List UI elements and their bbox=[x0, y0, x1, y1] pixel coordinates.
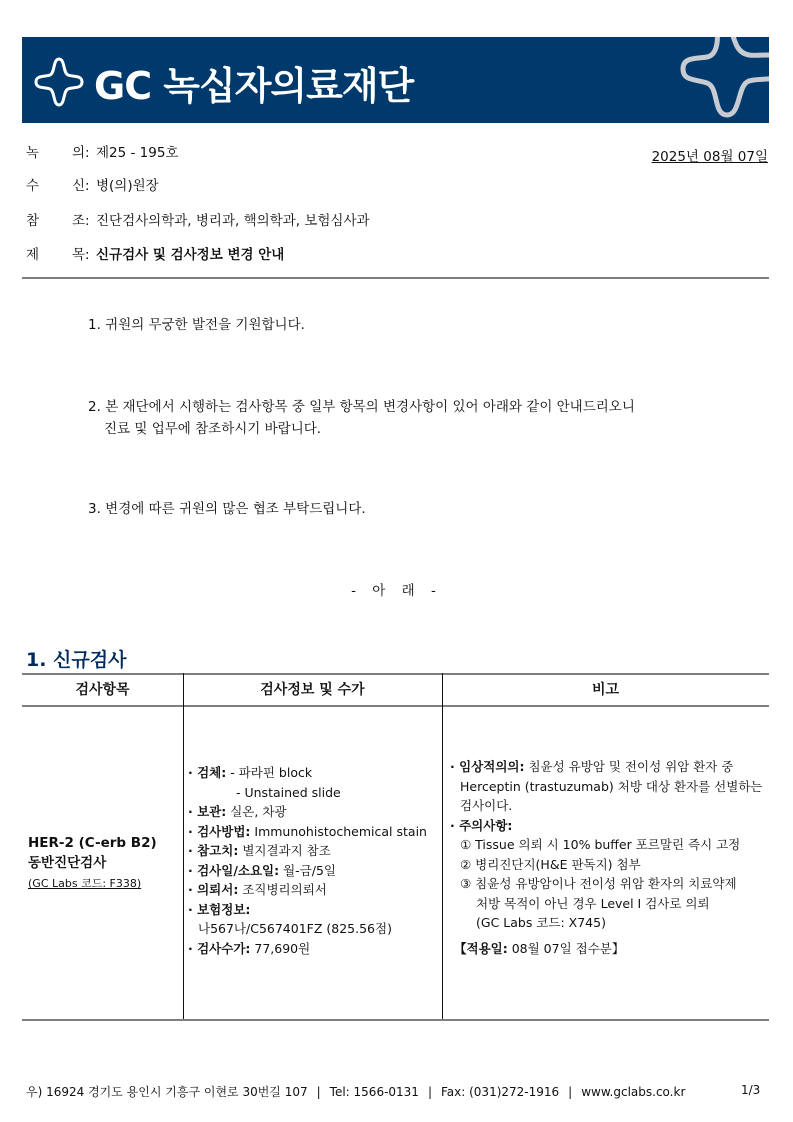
reference-departments: 진단검사의학과, 병리과, 핵의학과, 보험심사과 bbox=[96, 213, 370, 229]
footer-tel: Tel: 1566-0131 bbox=[329, 1085, 419, 1099]
caution-item-2: ② 병리진단지(H&E 판독지) 첨부 bbox=[460, 856, 641, 872]
storage-line: · 보관: 실온, 차광 bbox=[188, 804, 287, 819]
header-divider bbox=[22, 277, 769, 279]
doc-number: 제25 - 195호 bbox=[96, 145, 179, 161]
column-header-test-item: 검사항목 bbox=[75, 682, 130, 698]
gc-cross-logo-icon bbox=[32, 55, 86, 109]
caution-label: · 주의사항: bbox=[450, 817, 513, 833]
fee-line: · 검사수가: 77,690원 bbox=[188, 940, 311, 956]
subject: 신규검사 및 검사정보 변경 안내 bbox=[96, 247, 285, 263]
header-banner bbox=[22, 37, 769, 123]
request-form-line: · 의뢰서: 조직병리의뢰서 bbox=[188, 882, 327, 897]
test-name-line1: HER-2 (C-erb B2) bbox=[28, 835, 157, 851]
specimen-line: · 검체: - 파라핀 block bbox=[188, 765, 313, 780]
column-header-remarks: 비고 bbox=[591, 682, 620, 698]
footer-address: 우) 16924 경기도 용인시 기흥구 이현로 30번길 107 bbox=[26, 1085, 308, 1099]
test-info-cell bbox=[188, 763, 427, 958]
paragraph-2: 2. 본 재단에서 시행하는 검사항목 중 일부 항목의 변경사항이 있어 아래와 같이 안내드리오니 진료 및 업무에 참조하시기 바랍니다. bbox=[88, 399, 635, 437]
column-divider bbox=[442, 673, 443, 1019]
table-bottom-border bbox=[22, 1019, 769, 1021]
paragraph-3: 3. 변경에 따른 귀원의 많은 협조 부탁드립니다. bbox=[88, 501, 366, 517]
footer-website[interactable]: www.gclabs.co.kr bbox=[581, 1085, 686, 1099]
footer-contact: 우) 16924 경기도 용인시 기흥구 이현로 30번길 107 | Tel: 1566-0131 | Fax: (031)272-1916 | www.gclabs.co.kr bbox=[26, 1085, 686, 1099]
new-tests-table bbox=[22, 673, 769, 1021]
caution-item-1: ① Tissue 의뢰 시 10% buffer 포르말린 즉시 고정 bbox=[460, 837, 741, 852]
test-code: (GC Labs 코드: F338) bbox=[28, 877, 142, 890]
brand-name: GC 녹십자의료재단 bbox=[94, 64, 414, 108]
apply-date: 【적용일: 08월 07일 접수분】 bbox=[454, 940, 625, 956]
method-line: · 검사방법: Immunohistochemical stain bbox=[188, 823, 427, 839]
page-number: 1/3 bbox=[741, 1083, 761, 1097]
insurance-value: 나567나/C567401FZ (825.56점) bbox=[198, 921, 392, 936]
clinical-significance-line: · 임상적의의: 침윤성 유방암 및 전이성 위암 환자 중 bbox=[450, 759, 734, 774]
schedule-line: · 검사일/소요일: 월-금/5일 bbox=[188, 862, 337, 878]
test-item-cell bbox=[28, 833, 157, 891]
decorative-cross-icon bbox=[679, 37, 769, 123]
column-header-test-info: 검사정보 및 수가 bbox=[260, 682, 365, 698]
remarks-cell: · 임상적의의: 침윤성 유방암 및 전이성 위암 환자 중 Herceptin (trastuzumab) 처방 대상 환자를 선별하는 검사이다. · 주의사항: ① Tissue 의뢰 시 10% buffer 포르말린 즉시 고정 ② 병리진단지(H&E 판독지) 첨부 ③ 침윤성 유방암이나 전이성 위암 환자의 치료약제 처방 목적이 아닌 경우 Level Ⅰ 검사로 의뢰 (GC Labs 코드: X745) 【적용일: 08월 07일 접수분】 bbox=[450, 757, 763, 958]
column-divider bbox=[183, 673, 184, 1019]
insurance-label-line: · 보험정보: bbox=[188, 901, 251, 917]
caution-item-3: ③ 침윤성 유방암이나 전이성 위암 환자의 치료약제 bbox=[460, 876, 737, 891]
test-name-line2: 동반진단검사 bbox=[28, 855, 107, 871]
reference-value-line: · 참고치: 별지결과지 참조 bbox=[188, 843, 331, 858]
paragraph-1: 1. 귀원의 무궁한 발전을 기원합니다. bbox=[88, 317, 305, 333]
document-date: 2025년 08월 07일 bbox=[651, 149, 768, 165]
recipient: 병(의)원장 bbox=[96, 178, 159, 194]
footer-fax: Fax: (031)272-1916 bbox=[441, 1085, 560, 1099]
below-heading: - 아 래 - bbox=[351, 583, 442, 599]
specimen-line-2: - Unstained slide bbox=[236, 784, 341, 800]
section-title-new-tests: 1. 신규검사 bbox=[26, 649, 127, 671]
table-header-border bbox=[22, 705, 769, 707]
